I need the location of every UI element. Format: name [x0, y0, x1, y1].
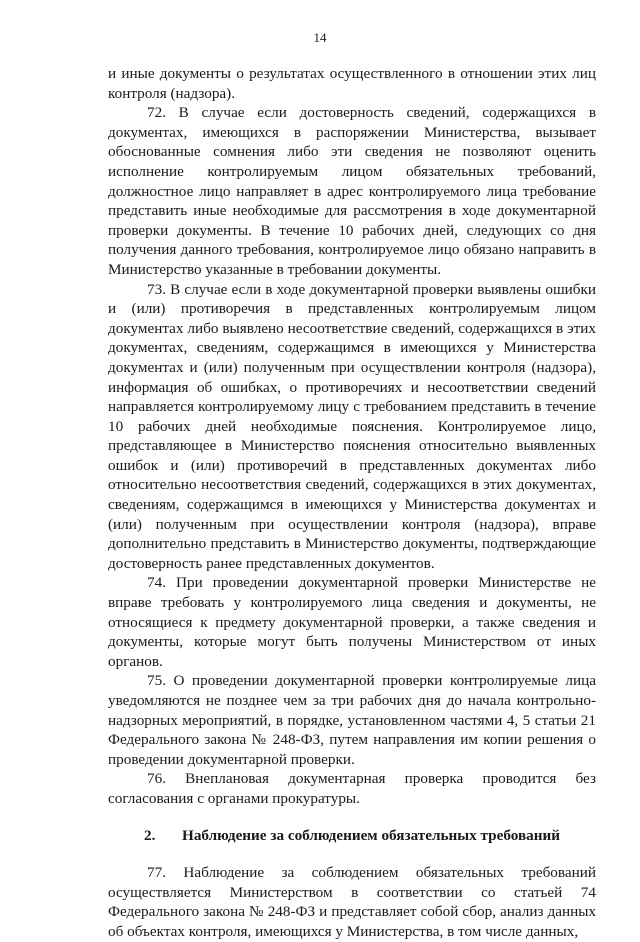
- paragraph-continuation: и иные документы о результатах осуществленного в отношении этих лиц контроля (надзора).: [108, 65, 596, 102]
- paragraph-74: 74. При проведении документарной проверки Министерстве не вправе требовать у контролируемого лица сведения и документы, не относящиеся к предмету документарной проверки, а также сведения и документы, которые могут быть получены Министерством от иных органов.: [108, 574, 596, 670]
- section-title: Наблюдение за соблюдением обязательных требований: [182, 826, 561, 844]
- section-heading: [108, 826, 596, 846]
- section-number: 2.: [144, 826, 156, 844]
- document-body: [108, 64, 596, 942]
- paragraph-76: 76. Внеплановая документарная проверка проводится без согласования с органами прокуратуры.: [108, 770, 596, 807]
- page-number: 14: [313, 30, 327, 45]
- paragraph-72: 72. В случае если достоверность сведений, содержащихся в документах, имеющихся в распоряжении Министерства, вызывает обоснованные сомнения либо эти сведения не позволяют оценить исполнение контролируемым лицом обязательных требований, должностное лицо направляет в адрес контролируемого лица требование представить иные необходимые для рассмотрения в ходе документарной проверки документы. В течение 10 рабочих дней, следующих со дня получения данного требования, контролируемое лицо обязано направить в Министерство указанные в требовании документы.: [108, 104, 596, 278]
- paragraph-77: 77. Наблюдение за соблюдением обязательных требований осуществляется Министерством в соответствии со статьей 74 Федерального закона № 248-ФЗ и представляет собой сбор, анализ данных об объектах контроля, имеющихся у Министерства, в том числе данных,: [108, 864, 596, 940]
- paragraph-73: 73. В случае если в ходе документарной проверки выявлены ошибки и (или) противоречия в представленных контролируемым лицом документах либо выявлено несоответствие сведений, содержащихся в этих документах, сведениям, содержащимся в имеющихся у Министерства документах и (или) полученным при осуществлении контроля (надзора), информация об ошибках, о противоречиях и несоответствии сведений направляется контролируемому лицу с требованием представить в течение 10 рабочих дней необходимые пояснения. Контролируемое лицо, представляющее в Министерство пояснения относительно выявленных ошибок и (или) противоречий в представленных документах либо относительно несоответствия сведений, содержащихся в этих документах, сведениям, содержащимся в имеющихся у Министерства документах и (или) полученным при осуществлении контроля (надзора), вправе дополнительно представить в Министерство документы, подтверждающие достоверность ранее представленных документов.: [108, 280, 596, 572]
- paragraph-75: 75. О проведении документарной проверки контролируемые лица уведомляются не позднее чем за три рабочих дня до начала контрольно-надзорных мероприятий, в порядке, установленном частями 4, 5 статьи 21 Федерального закона № 248-ФЗ, путем направления им копии решения о проведении документарной проверки.: [108, 672, 596, 768]
